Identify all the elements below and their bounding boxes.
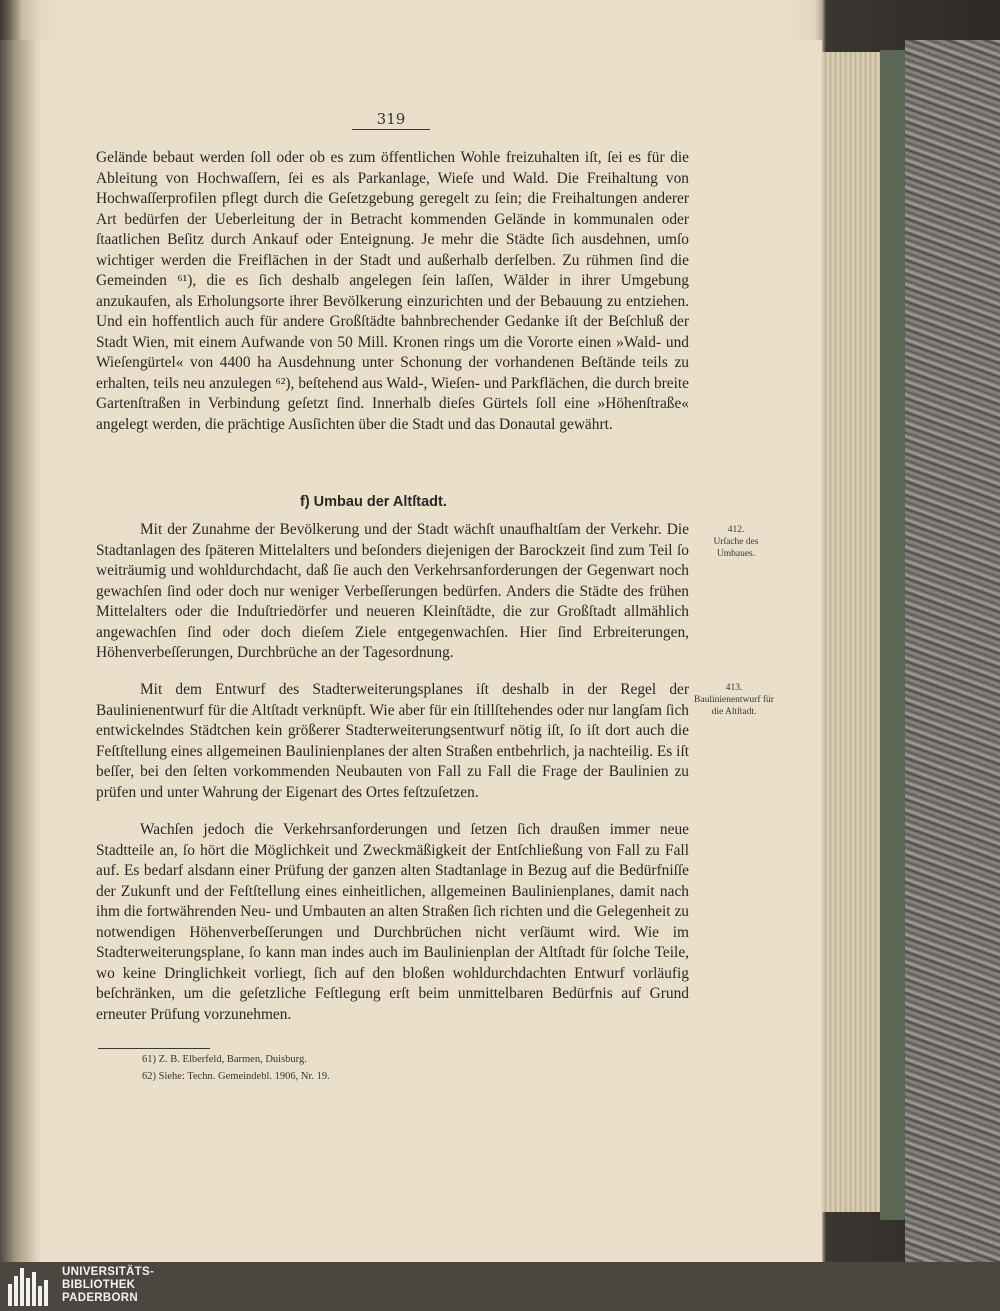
library-footer-bar bbox=[0, 1262, 1000, 1311]
paragraph-4: Wachſen jedoch die Verkehrsanforderungen und ſetzen ſich draußen immer neue Stadtteile an, ſo hört die Möglichkeit und Zweckmäßigkeit der Entſchließung von Fall zu Fall auf. Es bedarf alsdann einer Prüfung der ganzen alten Stadtanlage in Bezug auf die Bedürfniſſe der Zukunft und der Feſtſtellung eines einheitlichen, allgemeinen Baulinienplanes, damit nach ihm die fortwährenden Neu- und Umbauten an alten Straßen ſich richten und die Gelegenheit zu notwendigen Höhenverbeſſerungen und Durchbrüchen nicht verſäumt wird. Wie im Stadterweiterungsplane, ſo kann man indes auch im Baulinienplan der Altſtadt für ſolche Teile, wo keine Dringlichkeit vorliegt, ſich auf den bloßen wohldurchdachten Entwurf vorläufig beſchränken, um die geſetzliche Feſtlegung erſt beim unmittelbaren Bedürfnis auf Grund erneuter Prüfung vorzunehmen. bbox=[96, 821, 689, 1023]
footnote-62: 62) Siehe: Techn. Gemeindebl. 1906, Nr. 19. bbox=[142, 1071, 330, 1082]
margin-note-text: Baulinienentwurf für die Altſtadt. bbox=[694, 695, 774, 717]
footnote-61: 61) Z. B. Elberfeld, Barmen, Duisburg. bbox=[142, 1054, 307, 1065]
library-name-line-1: UNIVERSITÄTS- bbox=[62, 1266, 155, 1278]
paragraph-3: Mit dem Entwurf des Stadterweiterungsplanes iſt deshalb in der Regel der Baulinienentwurf für die Altſtadt verknüpft. Wie aber für ein ſtillſtehendes oder nur langſam ſich entwickelndes Städtchen kein größerer Stadterweiterungsentwurf nötig iſt, ſo iſt dort auch die Feſtſtellung eines allgemeinen Baulinienplanes der alten Straßen entbehrlich, ja nachteilig. Es iſt beſſer, bei den ſelten vorkommenden Neubauten von Fall zu Fall die Frage der Baulinien zu prüfen und unter Wahrung der Eigenart des Ortes feſtzuſetzen. bbox=[96, 681, 689, 801]
library-logo-icon bbox=[8, 1268, 50, 1306]
page-edges bbox=[822, 52, 882, 1212]
footnote-rule bbox=[98, 1048, 210, 1049]
library-name-line-2: BIBLIOTHEK bbox=[62, 1279, 136, 1291]
margin-note-number: 412. bbox=[727, 525, 745, 535]
left-page-edge bbox=[0, 40, 34, 1262]
margin-note-412 bbox=[700, 524, 772, 560]
margin-note-number: 413. bbox=[725, 683, 743, 693]
paragraph-2: Mit der Zunahme der Bevölkerung und der Stadt wächſt unaufhaltſam der Verkehr. Die Stadtanlagen des ſpäteren Mittelalters und beſonders diejenigen der Barockzeit ſind zum Teil ſo weiträumig und wohldurchdacht, daß ſie auch den Verkehrsanforderungen der Gegenwart noch gewachſen ſind oder doch nur weniger Verbeſſerungen bedürfen. Anders die Städte des frühen Mittelalters oder die Induſtriedörfer und neueren Kleinſtädte, die zur Großſtadt allmählich angewachſen ſind oder doch dieſem Ziele entgegenwachſen. Hier ſind Erbreiterungen, Höhenverbeſſerungen, Durchbrüche an der Tagesordnung. bbox=[96, 521, 689, 661]
margin-note-text: Urſache des Umbaues. bbox=[713, 537, 759, 559]
paragraph-1: Gelände bebaut werden ſoll oder ob es zum öffentlichen Wohle freizuhalten iſt, ſei es für die Ableitung von Hochwaſſern, ſei es als Parkanlage, Wieſe und Wald. Die Freihaltung von Hochwaſſerprofilen pflegt durch die Geſetzgebung geregelt zu ſein; die Freihaltungen anderer Art bedürfen der Ueberleitung der in Betracht kommenden Gelände in kommunalen oder ſtaatlichen Beſitz durch Ankauf oder Enteignung. Je mehr die Städte ſich ausdehnen, umſo wichtiger werden die Freiflächen in der Stadt und außerhalb derſelben. Zu rühmen ſind die Gemeinden ⁶¹), die es ſich deshalb angelegen ſein laſſen, Wälder in ihrer Umgebung anzukaufen, als Erholungsorte ihrer Bevölkerung einzurichten und der Bebauung zu entziehen. Und ein hoffentlich auch für andere Großſtädte bahnbrechender Gedanke iſt der Beſchluß der Stadt Wien, mit einem Aufwande von 50 Mill. Kronen rings um die Vororte einen »Wald- und Wieſengürtel« von 4400 ha Ausdehnung unter Schonung der vorhandenen Beſtände teils zu erhalten, teils neu anzulegen ⁶²), beſtehend aus Wald-, Wieſen- und Parkflächen, die durch breite Gartenſtraßen in Verbindung geſetzt ſind. Innerhalb dieſes Gürtels ſoll eine »Höhenſtraße« angelegt werden, die prächtige Ausſichten über die Stadt und das Donautal gewährt. bbox=[96, 149, 689, 433]
library-name-line-3: PADERBORN bbox=[62, 1292, 138, 1304]
library-name bbox=[62, 1266, 154, 1305]
margin-note-413 bbox=[694, 682, 774, 718]
marbled-cover bbox=[905, 40, 1000, 1262]
section-heading: f) Umbau der Altſtadt. bbox=[300, 494, 447, 510]
page-number: 319 bbox=[352, 110, 430, 130]
